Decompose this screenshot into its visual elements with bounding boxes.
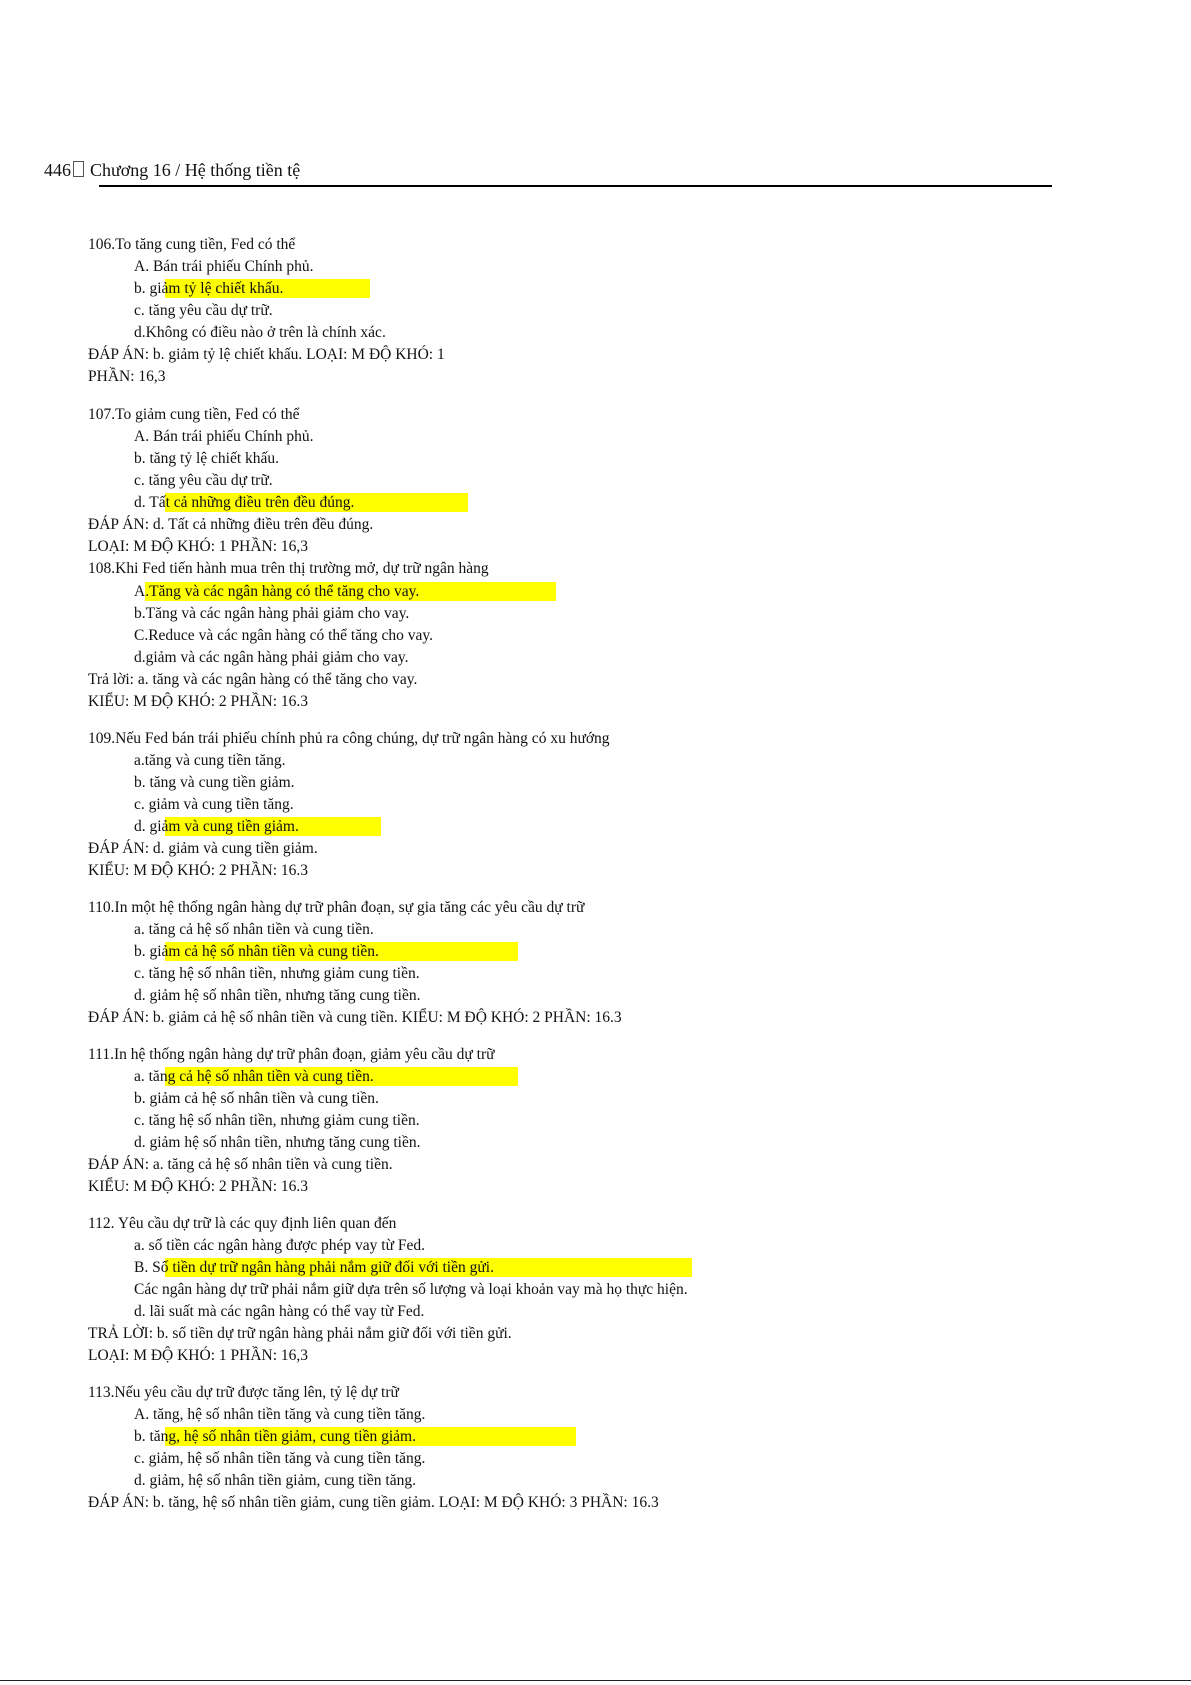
answer-key-text: Trả lời: a. tăng và các ngân hàng có thể tăng cho vay.: [88, 671, 418, 688]
answer-option: [134, 1089, 379, 1109]
question-stem: [88, 1383, 399, 1403]
answer-option: [134, 449, 279, 469]
answer-option: [134, 1302, 424, 1322]
answer-key: [88, 515, 373, 535]
footer-divider: [0, 1680, 1191, 1681]
page-number: 446: [44, 160, 71, 180]
answer-option-highlighted-text: B. Số tiền dự trữ ngân hàng phải nắm giữ đối với tiền gửi.: [134, 1259, 494, 1276]
question-stem: [88, 1045, 495, 1065]
answer-key-text: ĐÁP ÁN: b. giảm tỷ lệ chiết khấu. LOẠI: M ĐỘ KHÓ: 1: [88, 346, 445, 363]
answer-option-text: b. tăng tỷ lệ chiết khấu.: [134, 450, 280, 467]
question-stem: [88, 1214, 396, 1234]
answer-key: [88, 367, 166, 387]
answer-option: [134, 1111, 420, 1131]
answer-option-text: b.Tăng và các ngân hàng phải giảm cho vay.: [134, 605, 410, 622]
answer-option-text: b. tăng và cung tiền giảm.: [134, 774, 295, 791]
answer-option: [134, 986, 421, 1006]
answer-option: [134, 604, 409, 624]
answer-key: [88, 1155, 393, 1175]
answer-key: [88, 345, 445, 365]
answer-key: [88, 1493, 659, 1513]
answer-key: [88, 1324, 512, 1344]
answer-option: [134, 471, 273, 491]
answer-key: [88, 1177, 308, 1197]
question-stem: [88, 235, 295, 255]
chapter-title: Chương 16 / Hệ thống tiền tệ: [90, 160, 301, 180]
answer-option: [134, 1133, 421, 1153]
answer-option-text: a.tăng và cung tiền tăng.: [134, 752, 286, 769]
answer-key-text: ĐÁP ÁN: d. giảm và cung tiền giảm.: [88, 840, 318, 857]
answer-option-highlighted: [134, 279, 283, 299]
answer-option-text: A. Bán trái phiếu Chính phủ.: [134, 258, 314, 275]
answer-option-text: Các ngân hàng dự trữ phải nắm giữ dựa trên số lượng và loại khoản vay mà họ thực hiện.: [134, 1281, 688, 1298]
answer-option-text: d. lãi suất mà các ngân hàng có thể vay từ Fed.: [134, 1303, 425, 1320]
answer-option-text: d. giảm, hệ số nhân tiền giảm, cung tiền tăng.: [134, 1472, 416, 1489]
question-stem: [88, 729, 610, 749]
answer-option: [134, 751, 286, 771]
answer-option: [134, 964, 420, 984]
answer-key-text: ĐÁP ÁN: b. tăng, hệ số nhân tiền giảm, cung tiền giảm. LOẠI: M ĐỘ KHÓ: 3 PHẦN: 16.3: [88, 1494, 659, 1511]
answer-option-text: d.Không có điều nào ở trên là chính xác.: [134, 324, 386, 341]
answer-option: [134, 648, 408, 668]
question-stem-text: 107.To giảm cung tiền, Fed có thể: [88, 406, 300, 423]
answer-option: [134, 920, 374, 940]
answer-option-text: c. tăng yêu cầu dự trữ.: [134, 472, 273, 489]
answer-key-text: ĐÁP ÁN: a. tăng cả hệ số nhân tiền và cung tiền.: [88, 1156, 393, 1173]
answer-option-text: c. tăng hệ số nhân tiền, nhưng giảm cung tiền.: [134, 965, 420, 982]
answer-option-highlighted-text: b. giảm cả hệ số nhân tiền và cung tiền.: [134, 943, 379, 960]
question-stem-text: 112. Yêu cầu dự trữ là các quy định liên quan đến: [88, 1215, 397, 1232]
answer-key: [88, 1008, 622, 1028]
answer-option-text: C.Reduce và các ngân hàng có thể tăng cho vay.: [134, 627, 433, 644]
answer-option-highlighted-text: a. tăng cả hệ số nhân tiền và cung tiền.: [134, 1068, 374, 1085]
answer-key: [88, 839, 318, 859]
answer-option: [134, 1405, 425, 1425]
answer-option: [134, 773, 295, 793]
answer-option: [134, 257, 314, 277]
answer-key-text: KIỂU: M ĐỘ KHÓ: 2 PHẦN: 16.3: [88, 1178, 309, 1195]
answer-option: [134, 795, 294, 815]
answer-option-highlighted-text: A.Tăng và các ngân hàng có thể tăng cho vay.: [134, 583, 420, 600]
answer-option-text: b. giảm cả hệ số nhân tiền và cung tiền.: [134, 1090, 379, 1107]
answer-option-text: a. tăng cả hệ số nhân tiền và cung tiền.: [134, 921, 374, 938]
answer-key-text: ĐÁP ÁN: d. Tất cả những điều trên đều đúng.: [88, 516, 374, 533]
answer-option: [134, 626, 433, 646]
answer-option-highlighted-text: d. giảm và cung tiền giảm.: [134, 818, 299, 835]
answer-option: [134, 1236, 425, 1256]
answer-key-text: LOẠI: M ĐỘ KHÓ: 1 PHẦN: 16,3: [88, 1347, 309, 1364]
answer-key-text: LOẠI: M ĐỘ KHÓ: 1 PHẦN: 16,3: [88, 538, 309, 555]
answer-option: [134, 427, 314, 447]
answer-option-highlighted: [134, 1067, 374, 1087]
answer-option-highlighted: [134, 493, 354, 513]
answer-key: [88, 537, 308, 557]
answer-key: [88, 861, 308, 881]
answer-option-text: c. giảm và cung tiền tăng.: [134, 796, 294, 813]
answer-option-highlighted: [134, 582, 419, 602]
answer-option-text: d.giảm và các ngân hàng phải giảm cho vay.: [134, 649, 409, 666]
answer-option-text: c. tăng hệ số nhân tiền, nhưng giảm cung tiền.: [134, 1112, 420, 1129]
question-stem-text: 111.In hệ thống ngân hàng dự trữ phân đoạn, giảm yêu cầu dự trữ: [88, 1046, 495, 1063]
question-stem-text: 113.Nếu yêu cầu dự trữ được tăng lên, tỷ lệ dự trữ: [88, 1384, 399, 1401]
question-stem-text: 109.Nếu Fed bán trái phiếu chính phủ ra công chúng, dự trữ ngân hàng có xu hướng: [88, 730, 610, 747]
answer-key: [88, 670, 417, 690]
answer-option: [134, 1280, 688, 1300]
answer-option: [134, 301, 273, 321]
question-stem: [88, 898, 584, 918]
answer-option-text: a. số tiền các ngân hàng được phép vay từ Fed.: [134, 1237, 425, 1254]
answer-option: [134, 323, 386, 343]
answer-option: [134, 1471, 416, 1491]
answer-key: [88, 692, 308, 712]
answer-key-text: ĐÁP ÁN: b. giảm cả hệ số nhân tiền và cung tiền. KIỂU: M ĐỘ KHÓ: 2 PHẦN: 16.3: [88, 1009, 622, 1026]
answer-option-text: d. giảm hệ số nhân tiền, nhưng tăng cung tiền.: [134, 987, 421, 1004]
answer-key-text: KIỂU: M ĐỘ KHÓ: 2 PHẦN: 16.3: [88, 693, 309, 710]
answer-key-text: TRẢ LỜI: b. số tiền dự trữ ngân hàng phải nắm giữ đối với tiền gửi.: [88, 1325, 512, 1342]
answer-key: [88, 1346, 308, 1366]
question-stem: [88, 559, 489, 579]
question-stem-text: 108.Khi Fed tiến hành mua trên thị trường mở, dự trữ ngân hàng: [88, 560, 489, 577]
answer-option: [134, 1449, 425, 1469]
answer-key-text: KIỂU: M ĐỘ KHÓ: 2 PHẦN: 16.3: [88, 862, 309, 879]
answer-option-text: A. tăng, hệ số nhân tiền tăng và cung tiền tăng.: [134, 1406, 426, 1423]
answer-option-highlighted-text: b. giảm tỷ lệ chiết khấu.: [134, 280, 284, 297]
answer-option-highlighted: [134, 1427, 416, 1447]
question-stem-text: 110.In một hệ thống ngân hàng dự trữ phân đoạn, sự gia tăng các yêu cầu dự trữ: [88, 899, 585, 916]
question-stem-text: 106.To tăng cung tiền, Fed có thể: [88, 236, 296, 253]
answer-key-text: PHẦN: 16,3: [88, 368, 166, 385]
answer-option-highlighted: [134, 942, 379, 962]
answer-option-highlighted: [134, 817, 299, 837]
question-stem: [88, 405, 300, 425]
answer-option-highlighted: [134, 1258, 494, 1278]
answer-option-text: c. tăng yêu cầu dự trữ.: [134, 302, 273, 319]
answer-option-text: A. Bán trái phiếu Chính phủ.: [134, 428, 314, 445]
answer-option-highlighted-text: d. Tất cả những điều trên đều đúng.: [134, 494, 355, 511]
answer-option-text: c. giảm, hệ số nhân tiền tăng và cung tiền tăng.: [134, 1450, 426, 1467]
answer-option-highlighted-text: b. tăng, hệ số nhân tiền giảm, cung tiền giảm.: [134, 1428, 416, 1445]
answer-option-text: d. giảm hệ số nhân tiền, nhưng tăng cung tiền.: [134, 1134, 421, 1151]
